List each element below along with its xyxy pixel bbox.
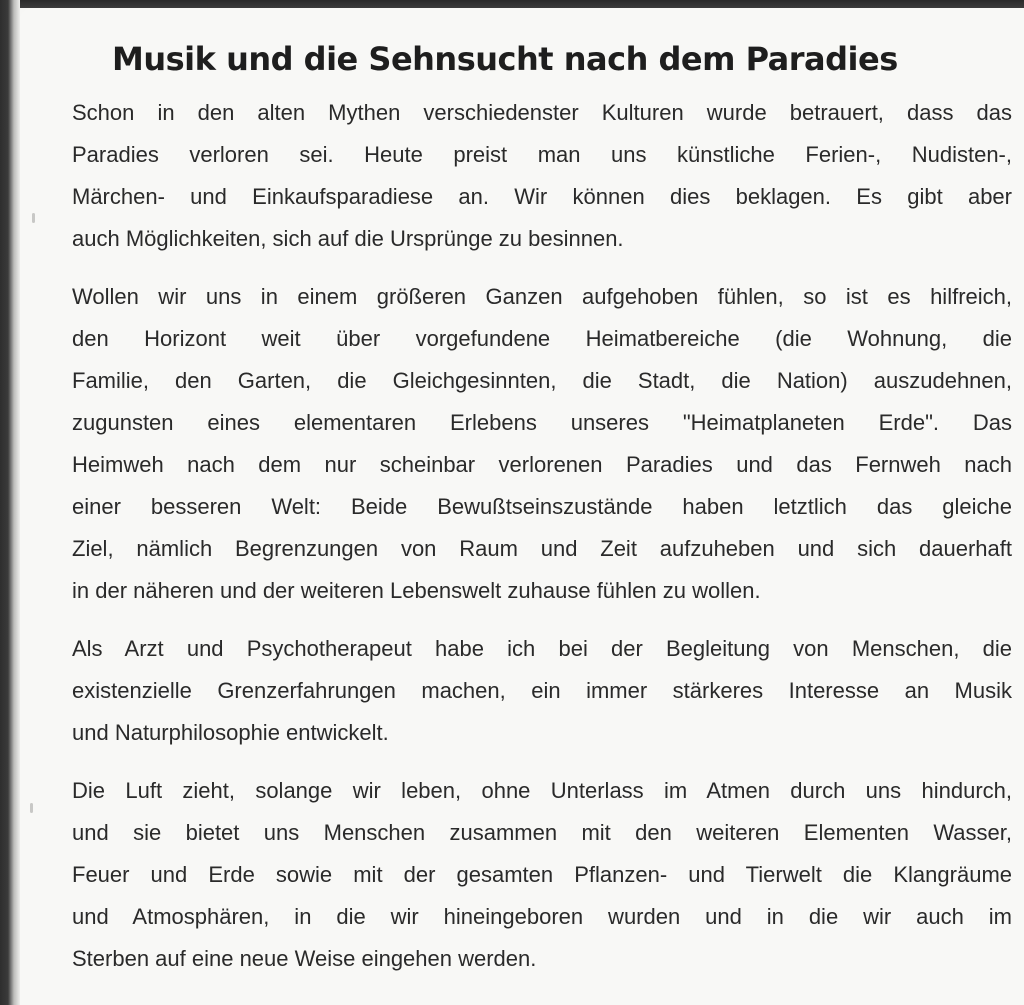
text-line: Die Luft zieht, solange wir leben, ohne Unterlass im Atmen durch uns hindurch, [72,778,1012,803]
text-line: Heimweh nach dem nur scheinbar verlorenen Paradies und das Fernweh nach [72,452,1012,477]
document-content [72,40,1012,996]
text-line: einer besseren Welt: Beide Bewußtseinszustände haben letztlich das gleiche [72,494,1012,519]
text-line: den Horizont weit über vorgefundene Heimatbereiche (die Wohnung, die [72,326,1012,351]
text-line: in der näheren und der weiteren Lebenswelt zuhause fühlen zu wollen. [72,578,761,603]
paragraph-2 [72,276,1012,612]
text-line: und Atmosphären, in die wir hineingeboren wurden und in die wir auch im [72,904,1012,929]
scanner-left-edge [0,0,20,1005]
paragraph-3 [72,628,1012,754]
text-line: Schon in den alten Mythen verschiedenster Kulturen wurde betrauert, dass das [72,100,1012,125]
text-line: und sie bietet uns Menschen zusammen mit den weiteren Elementen Wasser, [72,820,1012,845]
paper-speck [30,803,33,813]
text-line: existenzielle Grenzerfahrungen machen, ein immer stärkeres Interesse an Musik [72,678,1012,703]
document-title: Musik und die Sehnsucht nach dem Paradies [112,40,898,78]
text-line: Familie, den Garten, die Gleichgesinnten, die Stadt, die Nation) auszudehnen, [72,368,1012,393]
text-line: und Naturphilosophie entwickelt. [72,720,389,745]
paragraph-1 [72,92,1012,260]
paragraph-4 [72,770,1012,980]
text-line: Paradies verloren sei. Heute preist man uns künstliche Ferien-, Nudisten-, [72,142,1012,167]
scanner-top-edge [0,0,1024,8]
text-line: auch Möglichkeiten, sich auf die Ursprünge zu besinnen. [72,226,624,251]
text-line: Märchen- und Einkaufsparadiese an. Wir können dies beklagen. Es gibt aber [72,184,1012,209]
paper-speck [32,213,35,223]
text-line: Sterben auf eine neue Weise eingehen werden. [72,946,537,971]
text-line: Als Arzt und Psychotherapeut habe ich bei der Begleitung von Menschen, die [72,636,1012,661]
document-body [72,92,1012,980]
text-line: zugunsten eines elementaren Erlebens unseres "Heimatplaneten Erde". Das [72,410,1012,435]
text-line: Ziel, nämlich Begrenzungen von Raum und Zeit aufzuheben und sich dauerhaft [72,536,1012,561]
text-line: Wollen wir uns in einem größeren Ganzen aufgehoben fühlen, so ist es hilfreich, [72,284,1012,309]
text-line: Feuer und Erde sowie mit der gesamten Pflanzen- und Tierwelt die Klangräume [72,862,1012,887]
